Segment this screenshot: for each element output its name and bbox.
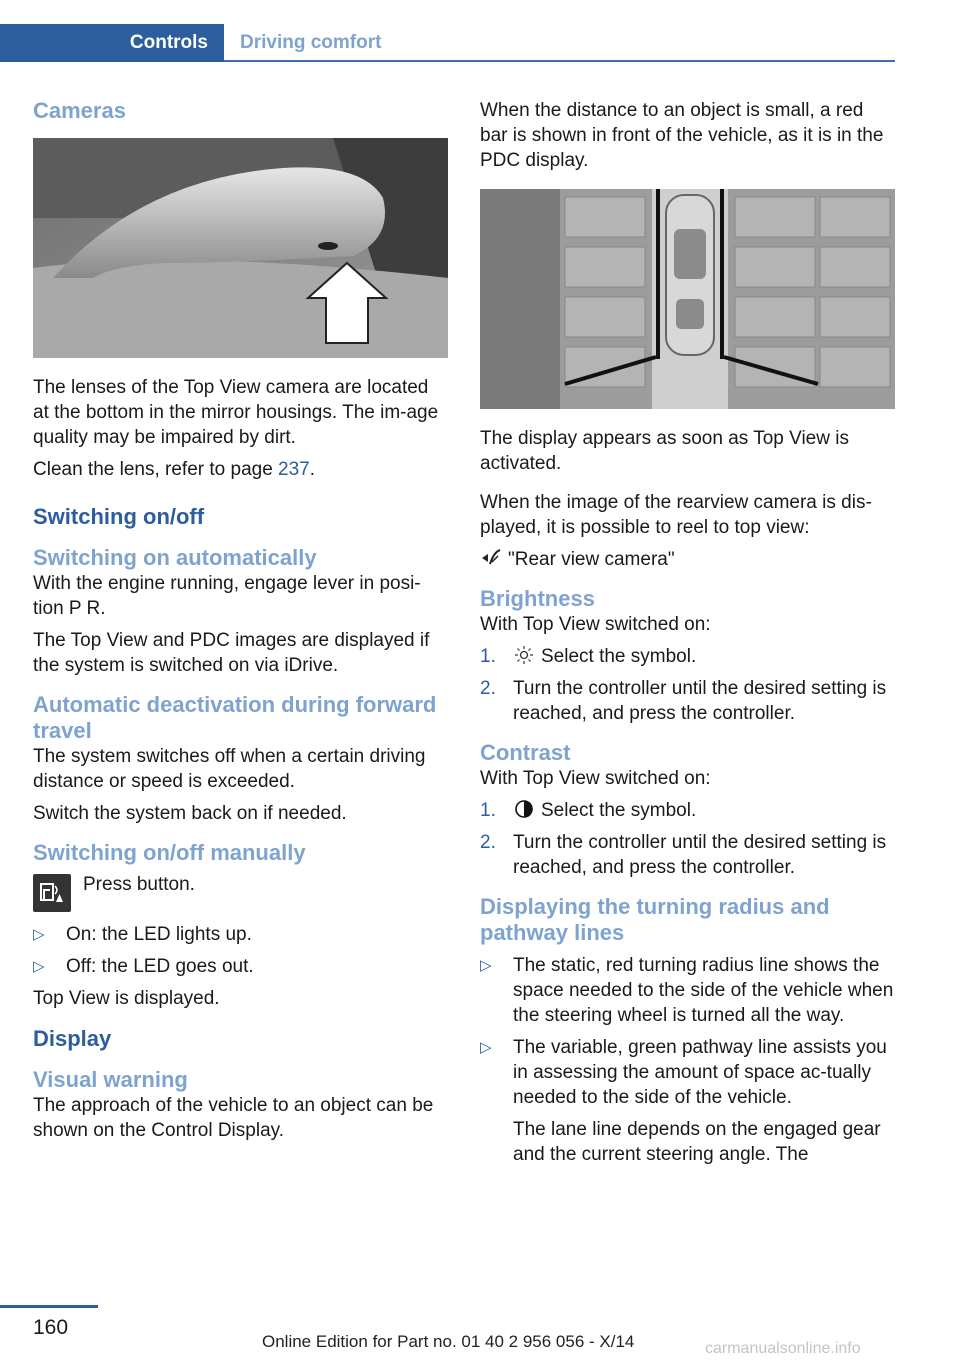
red-bar-paragraph: When the distance to an object is small, a red bar is shown in front of the vehicle, as it is in the PDC display. <box>480 100 884 171</box>
rear-view-camera-label: "Rear view camera" <box>508 549 675 570</box>
left-column <box>33 98 448 1143</box>
brightness-intro: With Top View switched on: <box>480 614 711 635</box>
edition-text: Online Edition for Part no. 01 40 2 956 056 - X/14 <box>262 1332 635 1351</box>
list-item <box>480 830 895 880</box>
auto-off-paragraph-1: The system switches off when a certain driving distance or speed is exceeded. <box>33 746 426 792</box>
cameras-paragraph-2-end: . <box>309 459 316 480</box>
cameras-heading: Cameras <box>33 98 126 123</box>
turning-radius-heading: Displaying the turning radius and pathway lines <box>480 894 830 945</box>
list-item-text: Turn the controller until the desired setting is reached, and press the controller. <box>513 832 887 878</box>
watermark: carmanualsonline.info <box>705 1340 861 1357</box>
list-item-text: The static, red turning radius line shows the space needed to the side of the vehicle when the steering wheel is turned all the way. <box>513 955 894 1026</box>
page-header <box>0 24 895 62</box>
top-view-display-image <box>480 189 895 409</box>
contrast-intro: With Top View switched on: <box>480 768 711 789</box>
list-item <box>480 676 895 726</box>
manual-heading: Switching on/off manually <box>33 840 306 865</box>
press-button-text: Press button. <box>83 874 195 895</box>
visual-warning-paragraph: The approach of the vehicle to an object can be shown on the Control Display. <box>33 1095 434 1141</box>
display-appears-paragraph: The display appears as soon as Top View is activated. <box>480 428 849 474</box>
contrast-icon <box>513 799 535 819</box>
visual-warning-heading: Visual warning <box>33 1067 188 1092</box>
step-text: Select the symbol. <box>541 646 697 667</box>
brightness-sun-icon <box>513 645 535 665</box>
list-item <box>480 798 895 823</box>
display-heading: Display <box>33 1026 112 1051</box>
step-text: Select the symbol. <box>541 800 697 821</box>
triangle-bullet-icon: ▷ <box>480 957 492 974</box>
triangle-bullet-icon: ▷ <box>33 958 45 975</box>
switching-heading: Switching on/off <box>33 504 205 529</box>
triangle-bullet-icon: ▷ <box>33 926 45 943</box>
rear-view-camera-icon <box>480 548 502 568</box>
list-item-text <box>513 644 696 669</box>
cameras-paragraph-1: The lenses of the Top View camera are located at the bottom in the mirror housings. The im‐age quality may be impaired by dirt. <box>33 377 439 448</box>
rearview-paragraph: When the image of the rearview camera is dis‐played, it is possible to reel to top view: <box>480 492 872 538</box>
section-tab-controls[interactable]: Controls <box>0 24 224 62</box>
cameras-paragraph-2-text: Clean the lens, refer to page <box>33 459 279 480</box>
list-item-text: On: the LED lights up. <box>66 924 252 945</box>
list-item-text <box>513 798 696 823</box>
press-button-row <box>33 874 448 912</box>
list-item-text: Turn the controller until the desired setting is reached, and press the controller. <box>513 678 887 724</box>
auto-on-heading: Switching on automatically <box>33 545 317 570</box>
list-item <box>33 922 448 947</box>
brightness-heading: Brightness <box>480 586 595 611</box>
list-item <box>480 644 895 669</box>
auto-off-paragraph-2: Switch the system back on if needed. <box>33 803 347 824</box>
turning-continuation: The lane line depends on the engaged gear and the current steering angle. The <box>513 1119 881 1165</box>
step-number: 2. <box>480 832 496 853</box>
triangle-bullet-icon: ▷ <box>480 1039 492 1056</box>
list-item <box>480 1035 895 1110</box>
right-column <box>480 98 895 1167</box>
auto-on-paragraph-1: With the engine running, engage lever in posi‐tion P R. <box>33 573 421 619</box>
mirror-camera-photo <box>33 138 448 358</box>
contrast-heading: Contrast <box>480 740 571 765</box>
rear-view-camera-option[interactable] <box>480 547 895 572</box>
auto-on-paragraph-2: The Top View and PDC images are displayed if the system is switched on via iDrive. <box>33 630 430 676</box>
top-view-button-icon <box>33 874 71 912</box>
footer-rule <box>0 1305 98 1308</box>
list-item <box>33 954 448 979</box>
section-tab-driving-comfort[interactable]: Driving comfort <box>240 32 382 53</box>
page-reference-link[interactable]: 237 <box>278 459 310 480</box>
step-number: 1. <box>480 800 496 821</box>
list-item-text: The variable, green pathway line assists you in assessing the amount of space ac‐tually needed to the side of the vehicle. <box>513 1037 887 1108</box>
list-item <box>480 953 895 1028</box>
list-item-text: Off: the LED goes out. <box>66 956 254 977</box>
step-number: 1. <box>480 646 496 667</box>
auto-off-heading: Automatic deactivation during forward travel <box>33 692 437 743</box>
page-number: 160 <box>33 1316 69 1339</box>
step-number: 2. <box>480 678 496 699</box>
manual-after-text: Top View is displayed. <box>33 988 220 1009</box>
cameras-paragraph-2 <box>33 457 448 482</box>
